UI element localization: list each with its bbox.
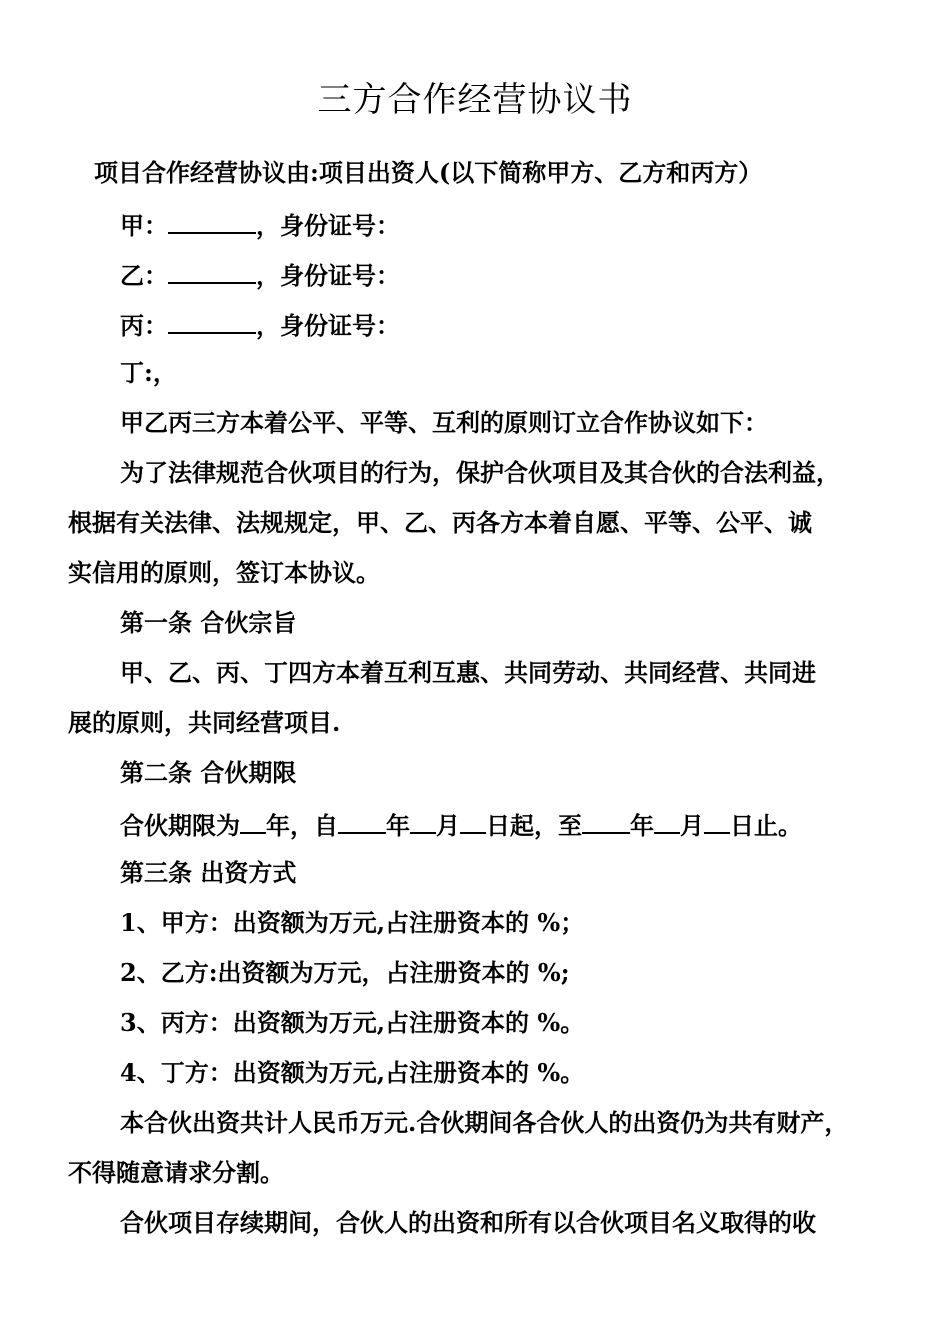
end-year-blank [582,808,630,834]
article-1-line-2: 展的原则，共同经营项目. [68,708,341,737]
capital-line-1: 本合伙出资共计人民币万元.合伙期间各合伙人的出资仍为共有财产， [120,1108,849,1137]
article-3-item-4: 4、丁方：出资额为万元,占注册资本的 %。 [120,1058,585,1087]
start-month-blank [410,808,436,834]
article-3-item-3: 3、丙方：出资额为万元,占注册资本的 %。 [120,1008,585,1037]
purpose-line-2: 根据有关法律、法规规定，甲、乙、丙各方本着自愿、平等、公平、诚 [68,508,812,537]
article-2-title: 第二条 合伙期限 [120,758,297,787]
party-ding-line: 丁:， [120,358,177,387]
article-3-title: 第三条 出资方式 [120,858,297,887]
capital-line-2: 不得随意请求分割。 [68,1158,284,1187]
party-yi-line [120,258,400,291]
term-text-5: 日起，至 [486,811,582,840]
document-title: 三方合作经营协议书 [317,80,633,120]
principle-line: 甲乙丙三方本着公平、平等、互利的原则订立合作协议如下： [120,408,768,437]
article-1-title: 第一条 合伙宗旨 [120,608,297,637]
term-text-8: 日止。 [730,811,802,840]
party-jia-line [120,208,400,241]
purpose-line-3: 实信用的原则，签订本协议。 [68,558,380,587]
article-3-item-2: 2、乙方:出资额为万元，占注册资本的 %; [120,958,570,987]
term-text-2: 年，自 [266,811,338,840]
party-jia-label: 甲： [120,211,168,240]
term-text-3: 年 [386,811,410,840]
continue-line-1: 合伙项目存续期间，合伙人的出资和所有以合伙项目名义取得的收 [120,1208,816,1237]
term-text-6: 年 [630,811,654,840]
term-text-4: 月 [436,811,460,840]
party-bing-name-blank [168,308,256,334]
party-jia-id-label: ，身份证号： [256,211,400,240]
article-2-term-line [120,808,802,841]
purpose-line-1: 为了法律规范合伙项目的行为，保护合伙项目及其合伙的合法利益， [120,458,840,487]
end-month-blank [654,808,680,834]
party-yi-name-blank [168,258,256,284]
start-day-blank [460,808,486,834]
party-yi-label: 乙： [120,261,168,290]
party-bing-id-label: ，身份证号： [256,311,400,340]
end-day-blank [704,808,730,834]
intro-line: 项目合作经营协议由:项目出资人(以下简称甲方、乙方和丙方） [94,158,763,187]
term-text-1: 合伙期限为 [120,811,240,840]
term-years-blank [240,808,266,834]
party-yi-id-label: ，身份证号： [256,261,400,290]
article-3-item-1: 1、甲方：出资额为万元,占注册资本的 %； [120,908,585,937]
party-bing-label: 丙： [120,311,168,340]
term-text-7: 月 [680,811,704,840]
party-jia-name-blank [168,208,256,234]
start-year-blank [338,808,386,834]
party-bing-line [120,308,400,341]
article-1-line-1: 甲、乙、丙、丁四方本着互利互惠、共同劳动、共同经营、共同进 [120,658,816,687]
